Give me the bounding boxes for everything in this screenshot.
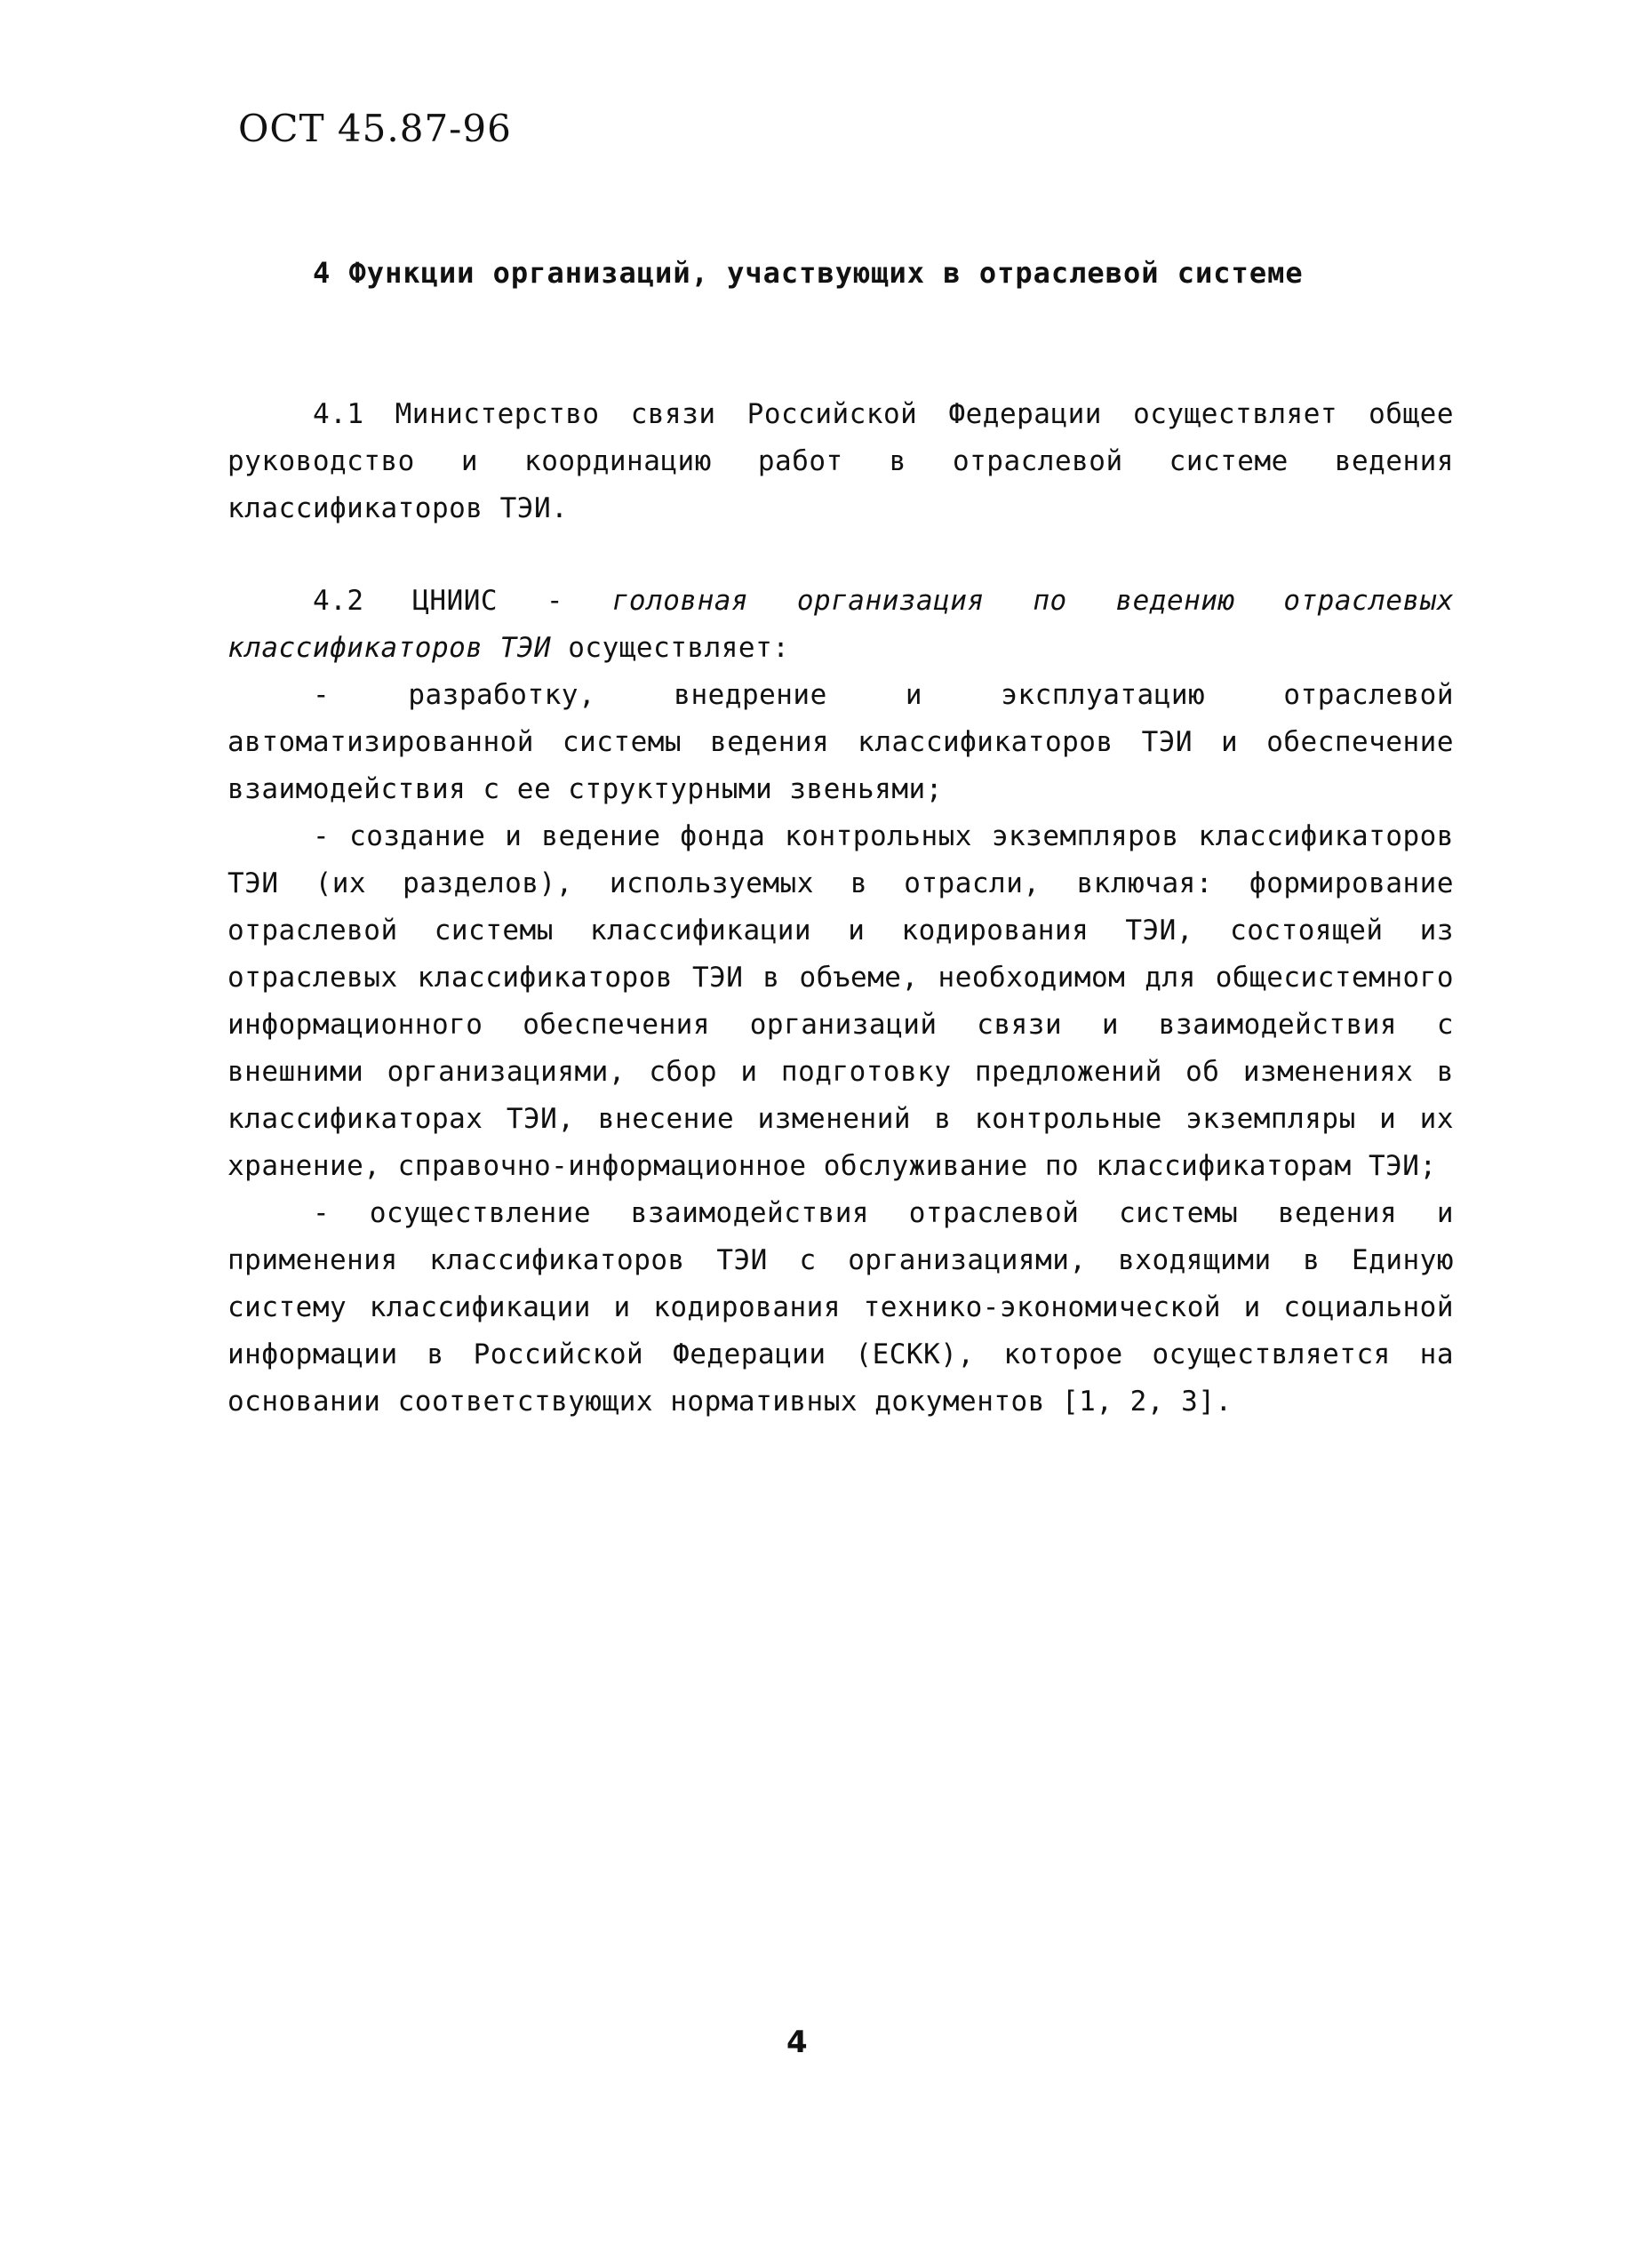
list-item: - разработку, внедрение и эксплуатацию отраслевой автоматизированной системы ведения классификаторов ТЭИ и обеспечение взаимодействия с ее структурными звеньями; (227, 679, 1454, 805)
paragraph-4-2-intro (227, 578, 1454, 672)
document-code: ОСТ 45.87-96 (238, 107, 512, 150)
list-item: - создание и ведение фонда контрольных экземпляров классификаторов ТЭИ (их разделов), используемых в отрасли, включая: формирование отраслевой системы классификации и кодирования ТЭИ, состоящей из отраслевых классификаторов ТЭИ в объеме, необходимом для общесистемного информационного обеспечения организаций связи и взаимодействия с внешними организациями, сбор и подготовку предложений об изменениях в классификаторах ТЭИ, внесение изменений в контрольные экземпляры и их хранение, справочно-информационное обслуживание по классификаторам ТЭИ; (227, 820, 1454, 1182)
paragraph-4-2-italic: головная организация по ведению отраслевых классификаторов ТЭИ (227, 585, 1454, 664)
paragraph-4-2 (227, 578, 1454, 1426)
list-item: - осуществление взаимодействия отраслевой системы ведения и применения классификаторов ТЭИ с организациями, входящими в Единую систему классификации и кодирования технико-экономической и социальной информации в Российской Федерации (ЕСКК), которое осуществляется на основании соответствующих нормативных документов [1, 2, 3]. (227, 1197, 1454, 1418)
page-number: 4 (786, 2025, 808, 2060)
paragraph-4-2-tail: осуществляет: (551, 632, 790, 664)
section-title: 4 Функции организаций, участвующих в отраслевой системе (313, 256, 1304, 290)
paragraph-4-1: 4.1 Министерство связи Российской Федерации осуществляет общее руководство и координацию работ в отраслевой системе ведения классификаторов ТЭИ. (227, 398, 1454, 524)
paragraph-4-2-lead: 4.2 ЦНИИС - (313, 585, 612, 617)
